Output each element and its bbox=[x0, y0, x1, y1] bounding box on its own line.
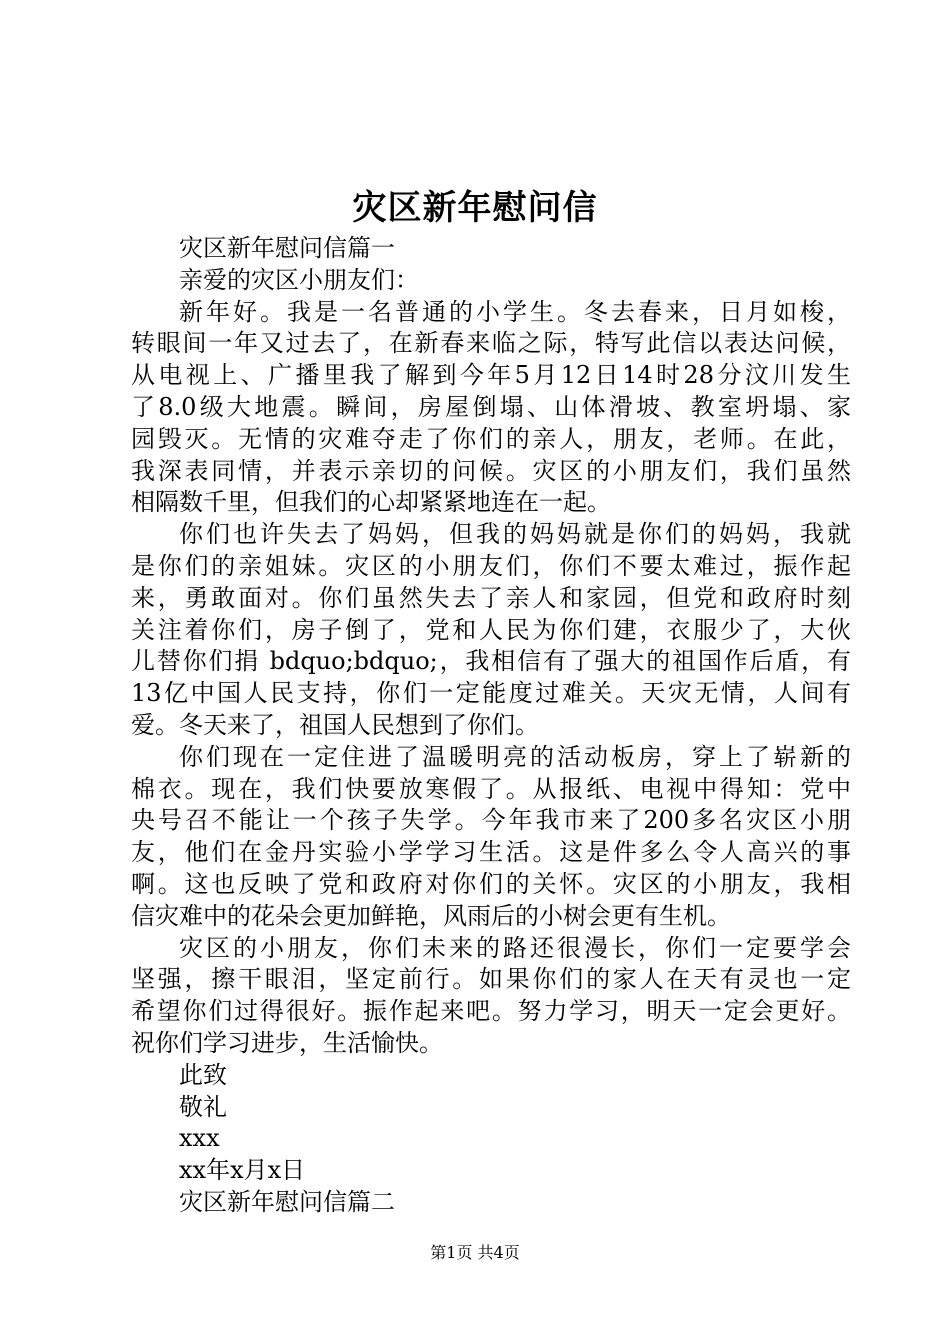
text-line: 灾区的小朋友，你们未来的路还很漫长，你们一定要学会 bbox=[179, 933, 851, 962]
text-line: 来，勇敢面对。你们虽然失去了亲人和家园，但党和政府时刻 bbox=[131, 583, 851, 612]
text-line: 此致 bbox=[179, 1060, 227, 1089]
text-line: 相隔数千里，但我们的心却紧紧地连在一起。 bbox=[131, 488, 611, 517]
text-line: 你们现在一定住进了温暖明亮的活动板房，穿上了崭新的 bbox=[179, 742, 851, 771]
text-line: 园毁灭。无情的灾难夺走了你们的亲人，朋友，老师。在此， bbox=[131, 424, 851, 453]
text-line: 啊。这也反映了党和政府对你们的关怀。灾区的小朋友，我相 bbox=[131, 869, 851, 898]
text-line: 从电视上、广播里我了解到今年5月12日14时28分汶川发生 bbox=[131, 361, 851, 390]
text-line: 我深表同情，并表示亲切的问候。灾区的小朋友们，我们虽然 bbox=[131, 456, 851, 485]
text-line: xx年x月x日 bbox=[179, 1156, 306, 1185]
page-footer: 第1页 共4页 bbox=[430, 1243, 520, 1262]
document-title: 灾区新年慰问信 bbox=[352, 188, 598, 228]
text-line: 灾区新年慰问信篇二 bbox=[179, 1187, 395, 1216]
text-line: 是你们的亲姐妹。灾区的小朋友们，你们不要太难过，振作起 bbox=[131, 551, 851, 580]
text-line: 央号召不能让一个孩子失学。今年我市来了200多名灾区小朋 bbox=[131, 806, 851, 835]
text-line: 敬礼 bbox=[179, 1092, 227, 1121]
text-line: 13亿中国人民支持，你们一定能度过难关。天灾无情，人间有 bbox=[131, 679, 851, 708]
text-line: 转眼间一年又过去了，在新春来临之际，特写此信以表达问候， bbox=[131, 329, 851, 358]
text-line: 亲爱的灾区小朋友们： bbox=[179, 265, 419, 294]
text-line: 爱。冬天来了，祖国人民想到了你们。 bbox=[131, 710, 539, 739]
text-line: 了8.0级大地震。瞬间，房屋倒塌、山体滑坡、教室坍塌、家 bbox=[131, 392, 851, 421]
text-line: 灾区新年慰问信篇一 bbox=[179, 234, 395, 262]
text-line: 祝你们学习进步，生活愉快。 bbox=[131, 1028, 443, 1057]
text-line: 新年好。我是一名普通的小学生。冬去春来，日月如梭， bbox=[179, 297, 851, 326]
text-line: 信灾难中的花朵会更加鲜艳，风雨后的小树会更有生机。 bbox=[131, 901, 731, 930]
text-line: 棉衣。现在，我们快要放寒假了。从报纸、电视中得知：党中 bbox=[131, 774, 851, 803]
text-line: 友，他们在金丹实验小学学习生活。这是件多么令人高兴的事 bbox=[131, 838, 851, 867]
text-line: 坚强，擦干眼泪，坚定前行。如果你们的家人在天有灵也一定 bbox=[131, 965, 851, 994]
text-line: 希望你们过得很好。振作起来吧。努力学习，明天一定会更好。 bbox=[131, 997, 851, 1026]
text-line: xxx bbox=[179, 1124, 220, 1153]
document-body bbox=[131, 233, 851, 1219]
text-line: 儿替你们捐 bdquo;bdquo;，我相信有了强大的祖国作后盾，有 bbox=[131, 647, 851, 676]
text-line: 关注着你们，房子倒了，党和人民为你们建，衣服少了，大伙 bbox=[131, 615, 851, 644]
text-line: 你们也许失去了妈妈，但我的妈妈就是你们的妈妈，我就 bbox=[179, 520, 851, 549]
